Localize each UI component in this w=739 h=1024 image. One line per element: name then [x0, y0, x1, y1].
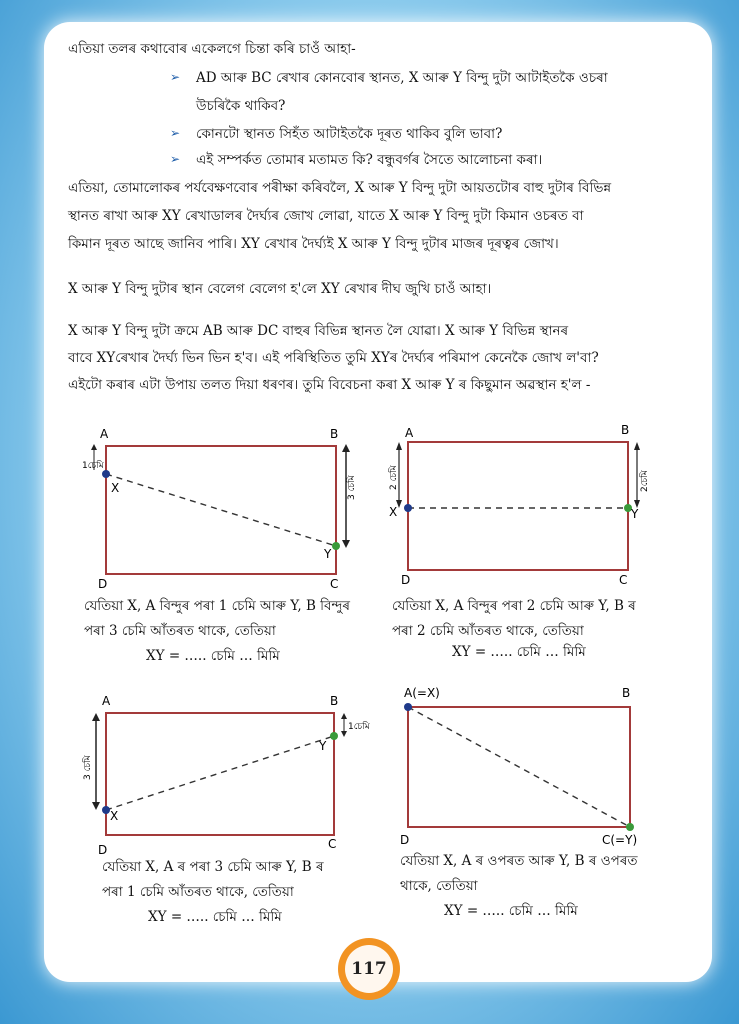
segment-xy — [106, 474, 336, 546]
point-y — [332, 542, 340, 550]
caption-4-line-2: থাকে, তেতিয়া — [400, 878, 478, 894]
label-a: A — [405, 426, 414, 440]
arrow-down-icon — [92, 802, 100, 810]
rectangle-diagram-1 — [78, 420, 378, 595]
label-b: B — [330, 427, 339, 441]
paragraph-1-line-3: কিমান দূৰত আছে জানিব পাৰি। XY ৰেখাৰ দৈৰ্ঘ্যই X আৰু Y বিন্দু দুটাৰ মাজৰ দূৰত্বৰ জোখ। — [68, 236, 559, 252]
bullet-3-line1: এই সম্পৰ্কত তোমাৰ মতামত কি? বন্ধুবৰ্গৰ সৈতে আলোচনা কৰা। — [196, 152, 543, 168]
rectangle-diagram-2 — [385, 420, 660, 595]
label-x: X — [389, 505, 398, 519]
arrow-up-icon — [396, 442, 402, 450]
right-measure-label: 1চেমি — [348, 722, 370, 732]
segment-xy — [408, 707, 630, 827]
bullet-1-line2: উচৰিকৈ থাকিব? — [196, 98, 286, 114]
label-d: D — [98, 843, 108, 857]
paragraph-3-line-3: এইটো কৰাৰ এটা উপায় তলত দিয়া ধৰণৰ। তুমি বিবেচনা কৰা X আৰু Y ৰ কিছুমান অৱস্থান হ'ল - — [68, 377, 591, 393]
caption-2-formula: XY = ….. চেমি … মিমি — [452, 644, 586, 660]
label-b: B — [621, 423, 630, 437]
caption-2-line-1: যেতিয়া X, A বিন্দুৰ পৰা 2 চেমি আৰু Y, B ৰ — [392, 598, 636, 614]
rectangle-diagram-4 — [392, 680, 662, 850]
label-b: B — [330, 694, 339, 708]
label-a: A — [100, 427, 109, 441]
caption-2-line-2: পৰা 2 চেমি আঁতৰত থাকে, তেতিয়া — [392, 623, 584, 639]
caption-4-formula: XY = ….. চেমি … মিমি — [444, 903, 578, 919]
label-d: D — [401, 573, 411, 587]
caption-4-line-1: যেতিয়া X, A ৰ ওপৰত আৰু Y, B ৰ ওপৰত — [400, 853, 638, 869]
label-x: X — [111, 481, 120, 495]
label-b: B — [622, 686, 631, 700]
label-a: A — [102, 694, 111, 708]
arrow-bullet-icon: ➢ — [170, 152, 181, 166]
label-c: C — [328, 837, 337, 851]
left-measure-label: 3 চেমি — [83, 755, 93, 780]
page-number: 117 — [345, 945, 393, 993]
bullet-item-3 — [170, 146, 192, 172]
label-y: Y — [319, 739, 327, 753]
arrow-down-icon — [342, 540, 350, 548]
left-measure-label: 2 চেমি — [389, 465, 399, 490]
label-a-equals-x: A(=X) — [404, 686, 440, 700]
page-number-badge — [338, 938, 400, 1000]
rectangle-abcd — [408, 442, 628, 570]
label-y: Y — [324, 547, 332, 561]
label-d: D — [98, 577, 108, 591]
bullet-item-2 — [170, 120, 192, 146]
point-y — [330, 732, 338, 740]
arrow-bullet-icon: ➢ — [170, 70, 181, 84]
segment-xy — [106, 736, 334, 810]
point-x — [404, 703, 412, 711]
left-measure-label: 1চেমি — [82, 461, 104, 471]
label-y: Y — [631, 507, 639, 521]
paragraph-2: X আৰু Y বিন্দু দুটাৰ স্থান বেলেগ বেলেগ হ'লে XY ৰেখাৰ দীঘ জুখি চাওঁ আহা। — [68, 281, 492, 297]
arrow-up-icon — [634, 442, 640, 450]
point-y — [626, 823, 634, 831]
rectangle-abcd — [106, 713, 334, 835]
point-x — [102, 470, 110, 478]
caption-3-formula: XY = ….. চেমি … মিমি — [148, 909, 282, 925]
caption-3-line-1: যেতিয়া X, A ৰ পৰা 3 চেমি আৰু Y, B ৰ — [102, 859, 324, 875]
bullet-1-line1: AD আৰু BC ৰেখাৰ কোনবোৰ স্থানত, X আৰু Y বিন্দু দুটা আটাইতকৈ ওচৰা — [196, 70, 608, 86]
paragraph-3-line-1: X আৰু Y বিন্দু দুটা ক্ৰমে AB আৰু DC বাহুৰ বিভিন্ন স্থানত লৈ যোৱা। X আৰু Y বিভিন্ন স্থানৰ — [68, 323, 569, 339]
paragraph-1-line-2: স্থানত ৰাখা আৰু XY ৰেখাডালৰ দৈৰ্ঘ্যৰ জোখ লোৱা, যাতে X আৰু Y বিন্দু দুটা কিমান ওচৰত বা — [68, 208, 584, 224]
paragraph-1-line-1: এতিয়া, তোমালোকৰ পৰ্যবেক্ষণবোৰ পৰীক্ষা কৰিবলৈ, X আৰু Y বিন্দু দুটা আয়তটোৰ বাহু দুটাৰ বিভিন্ন — [68, 180, 612, 196]
caption-1-line-1: যেতিয়া X, A বিন্দুৰ পৰা 1 চেমি আৰু Y, B বিন্দুৰ — [84, 598, 350, 614]
arrow-up-icon — [91, 444, 97, 450]
point-x — [404, 504, 412, 512]
arrow-up-icon — [342, 444, 350, 452]
caption-1-line-2: পৰা 3 চেমি আঁতৰত থাকে, তেতিয়া — [84, 623, 276, 639]
paragraph-3-line-2: বাবে XYৰেখাৰ দৈৰ্ঘ্য ভিন ভিন হ'ব। এই পৰিস্থিতিত তুমি XYৰ দৈৰ্ঘ্যৰ পৰিমাপ কেনেকৈ জোখ ল'বা? — [68, 350, 599, 366]
bullet-2-line1: কোনটো স্থানত সিহঁত আটাইতকৈ দূৰত থাকিব বুলি ভাবা? — [196, 126, 503, 142]
arrow-up-icon — [341, 713, 347, 719]
point-x — [102, 806, 110, 814]
arrow-up-icon — [92, 713, 100, 721]
label-x: X — [110, 809, 119, 823]
bullet-item-1 — [170, 64, 192, 90]
label-c: C — [619, 573, 628, 587]
caption-3-line-2: পৰা 1 চেমি আঁতৰত থাকে, তেতিয়া — [102, 884, 294, 900]
label-c: C — [330, 577, 339, 591]
rectangle-abcd — [106, 446, 336, 574]
rectangle-diagram-3 — [78, 688, 378, 858]
caption-1-formula: XY = ….. চেমি … মিমি — [146, 648, 280, 664]
label-c-equals-y: C(=Y) — [602, 833, 638, 847]
right-measure-label: 3 চেমি — [347, 475, 357, 500]
arrow-down-icon — [341, 731, 347, 737]
arrow-bullet-icon: ➢ — [170, 126, 181, 140]
right-measure-label: 2চেমি — [640, 470, 650, 492]
intro-line: এতিয়া তলৰ কথাবোৰ একেলগে চিন্তা কৰি চাওঁ আহা- — [68, 41, 356, 57]
label-d: D — [400, 833, 410, 847]
